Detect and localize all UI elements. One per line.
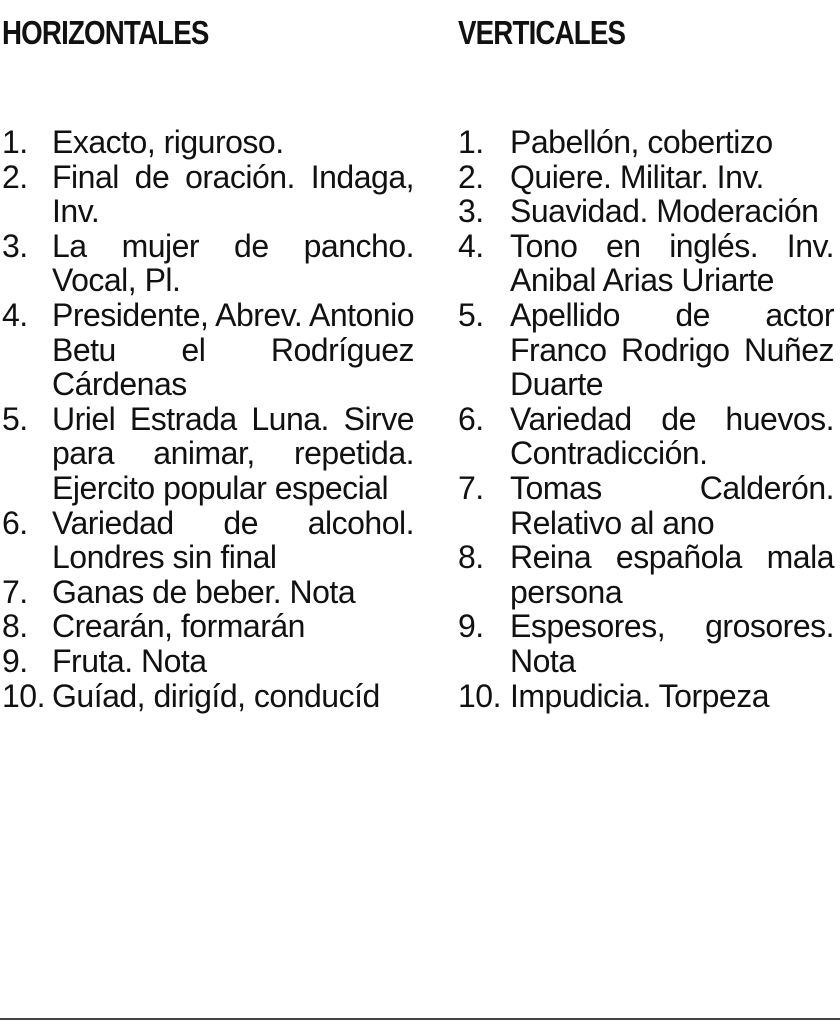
verticales-column	[458, 8, 834, 713]
vertical-clue-8	[458, 540, 834, 609]
clue-number: 7.	[458, 469, 484, 506]
horizontal-clue-6	[2, 506, 414, 575]
clue-number: 9.	[2, 642, 28, 679]
clue-text: La mujer de pancho. Vocal, Pl.	[52, 227, 414, 299]
clue-text: Reina española mala persona	[510, 539, 834, 610]
clue-text: Quiere. Militar. Inv.	[510, 158, 764, 195]
vertical-clue-5	[458, 298, 834, 402]
clue-number: 9.	[458, 608, 484, 645]
verticales-list	[458, 125, 834, 713]
clue-number: 5.	[2, 400, 28, 437]
clue-text: Espesores, grosores. Nota	[510, 608, 834, 679]
clue-text: Ganas de beber. Nota	[52, 573, 356, 610]
horizontal-clue-10	[2, 679, 414, 714]
bottom-divider	[0, 1018, 840, 1020]
clue-text: Fruta. Nota	[52, 642, 207, 679]
clue-text: Uriel Estrada Luna. Sirve para animar, repetida. Ejercito popular especial	[52, 400, 414, 506]
clue-text: Guíad, dirigíd, conducíd	[52, 677, 380, 714]
clue-number: 2.	[458, 158, 484, 195]
horizontales-list	[2, 125, 414, 713]
clue-number: 6.	[458, 400, 484, 437]
clue-text: Impudicia. Torpeza	[510, 677, 769, 714]
clue-number: 1.	[2, 124, 28, 160]
clue-number: 6.	[2, 504, 28, 541]
horizontal-clue-7	[2, 575, 414, 610]
clue-text: Variedad de alcohol. Londres sin final	[52, 504, 414, 576]
clue-text: Tono en inglés. Inv. Anibal Arias Uriarte	[510, 227, 834, 299]
clue-text: Exacto, riguroso.	[52, 124, 284, 160]
horizontal-clue-8	[2, 609, 414, 644]
clue-number: 7.	[2, 573, 28, 610]
clue-number: 8.	[2, 608, 28, 645]
clue-text: Suavidad. Moderación	[510, 193, 819, 230]
vertical-clue-10	[458, 679, 834, 714]
verticales-heading: VERTICALES	[458, 14, 626, 51]
vertical-clue-2	[458, 160, 834, 195]
clue-number: 4.	[2, 296, 28, 333]
horizontal-clue-9	[2, 644, 414, 679]
clue-number: 8.	[458, 539, 484, 576]
vertical-clue-6	[458, 402, 834, 471]
clue-number: 10.	[458, 677, 501, 714]
horizontal-clue-1	[2, 125, 414, 160]
clue-number: 1.	[458, 124, 484, 160]
vertical-clue-7	[458, 471, 834, 540]
clue-number: 2.	[2, 158, 28, 195]
clue-number: 10.	[2, 677, 45, 714]
horizontal-clue-2	[2, 160, 414, 229]
vertical-clue-4	[458, 229, 834, 298]
clue-number: 4.	[458, 227, 484, 264]
vertical-clue-3	[458, 194, 834, 229]
horizontales-column	[2, 8, 414, 713]
vertical-clue-1	[458, 125, 834, 160]
clue-text: Presidente, Abrev. Antonio Betu el Rodríguez Cárdenas	[52, 296, 414, 403]
clue-text: Variedad de huevos. Contradicción.	[510, 400, 834, 472]
vertical-clue-9	[458, 609, 834, 678]
clue-text: Apellido de actor Franco Rodrigo Nuñez Duarte	[510, 296, 834, 403]
horizontal-clue-4	[2, 298, 414, 402]
clue-number: 3.	[2, 227, 28, 264]
clue-text: Final de oración. Indaga, Inv.	[52, 158, 414, 230]
clue-number: 5.	[458, 296, 484, 333]
clue-number: 3.	[458, 193, 484, 230]
clue-text: Crearán, formarán	[52, 608, 305, 645]
clue-text: Tomas Calderón. Relativo al ano	[510, 469, 834, 541]
horizontales-heading: HORIZONTALES	[2, 14, 209, 51]
horizontal-clue-3	[2, 229, 414, 298]
clue-text: Pabellón, cobertizo	[510, 124, 773, 160]
horizontal-clue-5	[2, 402, 414, 506]
